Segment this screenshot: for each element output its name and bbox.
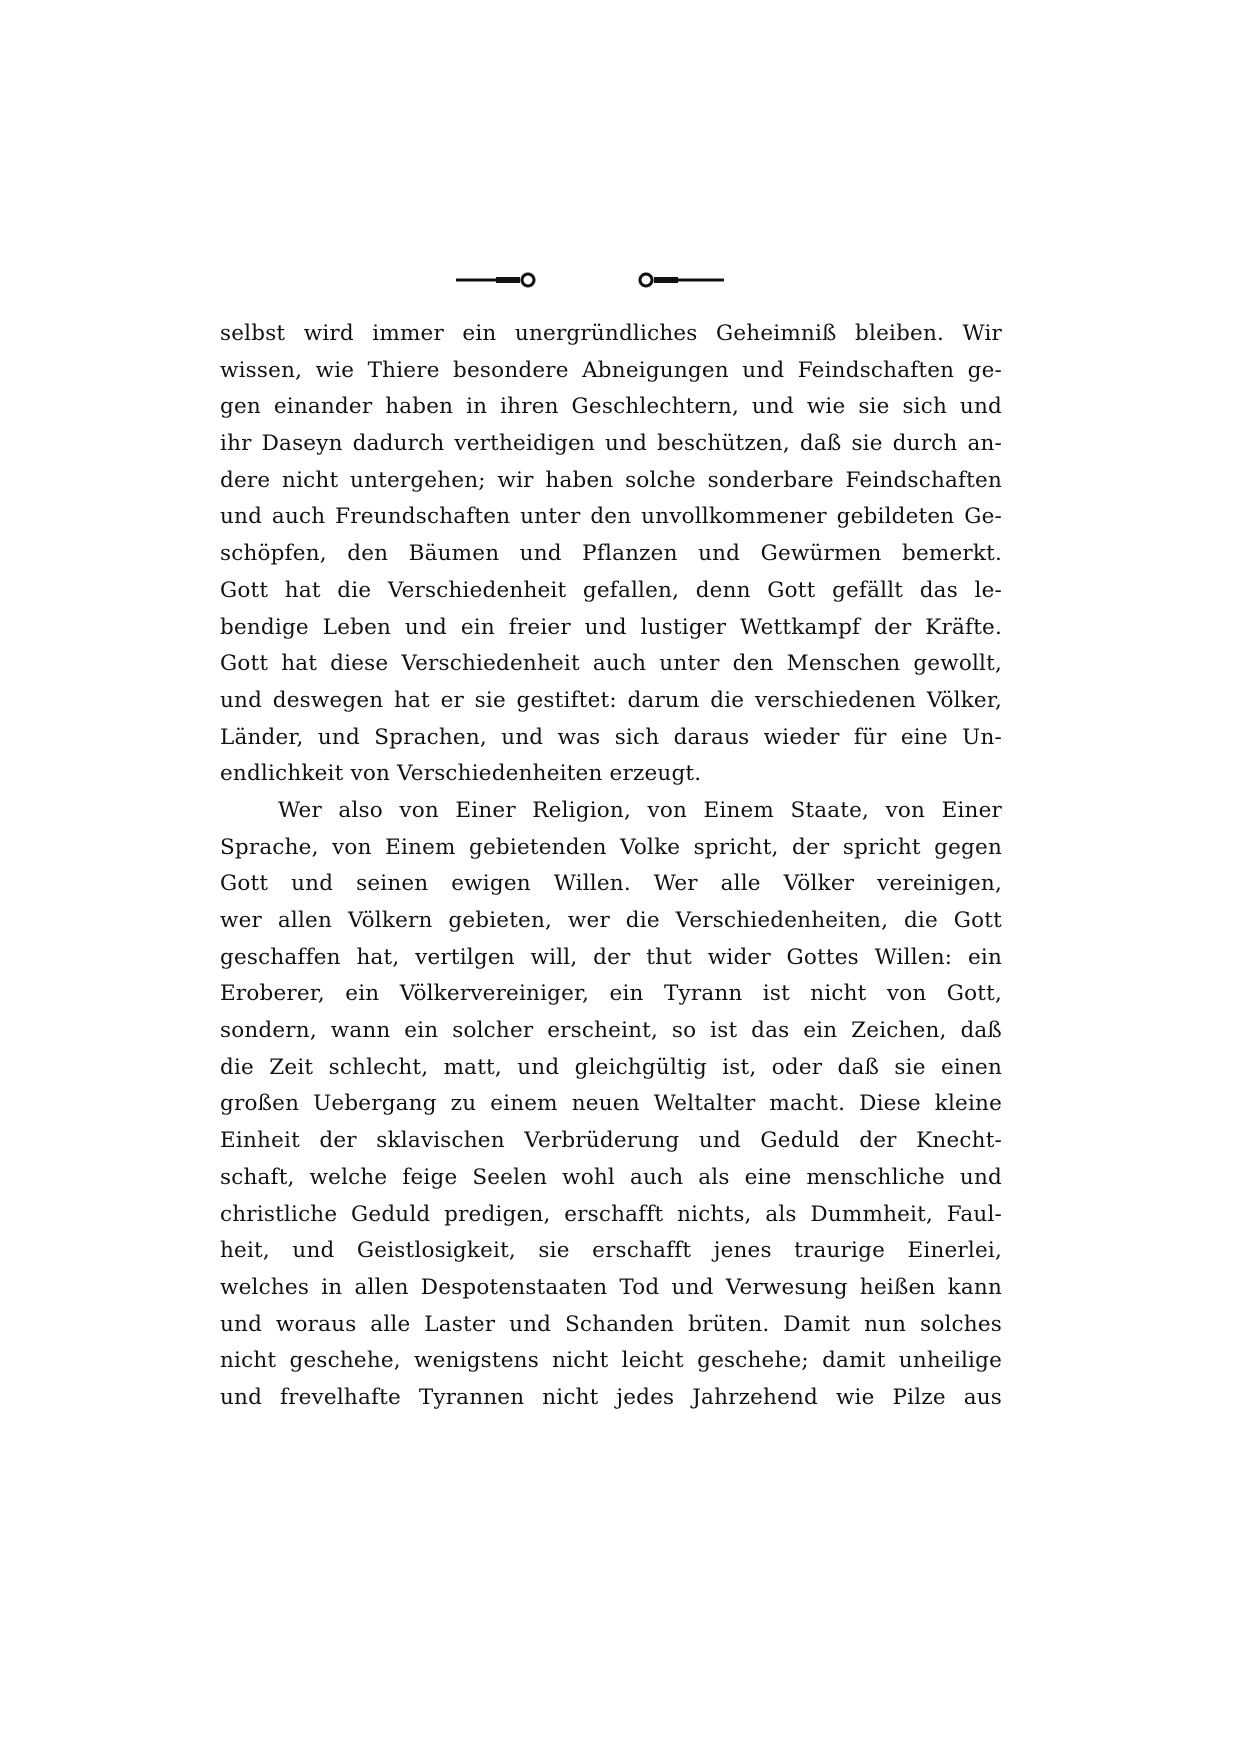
- paragraph-1: [220, 316, 1002, 793]
- text-line: Wer also von Einer Religion, von Einem Staate, von Einer: [278, 797, 1002, 823]
- text-line: ihr Daseyn dadurch vertheidigen und beschützen, daß sie durch an-: [220, 431, 1002, 457]
- text-line: selbst wird immer ein unergründliches Geheimniß bleiben. Wir: [220, 321, 1002, 346]
- text-line: Gott hat diese Verschiedenheit auch unter den Menschen gewollt,: [220, 651, 1002, 677]
- text-line: endlichkeit von Verschiedenheiten erzeugt.: [220, 761, 702, 787]
- text-line: wer allen Völkern gebieten, wer die Verschiedenheiten, die Gott: [220, 908, 1002, 933]
- text-line: und woraus alle Laster und Schanden brüten. Damit nun solches: [220, 1311, 1002, 1337]
- text-line: Sprache, von Einem gebietenden Volke spricht, der spricht gegen: [220, 834, 1002, 860]
- text-line: heit, und Geistlosigkeit, sie erschafft jenes traurige Einerlei,: [220, 1238, 1002, 1264]
- text-line: und deswegen hat er sie gestiftet: darum die verschiedenen Völker,: [220, 687, 1002, 713]
- text-line: gen einander haben in ihren Geschlechtern, und wie sie sich und: [220, 394, 1002, 420]
- text-line: wissen, wie Thiere besondere Abneigungen und Feindschaften ge-: [220, 357, 1002, 383]
- body-text: [220, 316, 1002, 1417]
- text-line: welches in allen Despotenstaaten Tod und Verwesung heißen kann: [220, 1274, 1002, 1300]
- text-line: großen Uebergang zu einem neuen Weltalter macht. Diese kleine: [220, 1091, 1002, 1117]
- text-line: und auch Freundschaften unter den unvollkommener gebildeten Ge-: [220, 504, 1002, 530]
- text-line: schaft, welche feige Seelen wohl auch als eine menschliche und: [220, 1164, 1002, 1190]
- text-line: dere nicht untergehen; wir haben solche sonderbare Feindschaften: [220, 467, 1002, 493]
- text-line: geschaffen hat, vertilgen will, der thut wider Gottes Willen: ein: [220, 944, 1002, 970]
- text-line: Gott hat die Verschiedenheit gefallen, denn Gott gefällt das le-: [220, 577, 1002, 603]
- ornament-left-bar: [496, 277, 520, 283]
- text-line: nicht geschehe, wenigstens nicht leicht geschehe; damit unheilige: [220, 1348, 1002, 1374]
- text-line: christliche Geduld predigen, erschafft nichts, als Dummheit, Faul-: [220, 1201, 1002, 1227]
- text-line: Gott und seinen ewigen Willen. Wer alle Völker vereinigen,: [220, 871, 1002, 897]
- paragraph-2: [220, 793, 1002, 1417]
- ornament-left-circle: [522, 274, 534, 286]
- text-line: Eroberer, ein Völkervereiniger, ein Tyrann ist nicht von Gott,: [220, 981, 1002, 1007]
- text-line: bendige Leben und ein freier und lustiger Wettkampf der Kräfte.: [220, 614, 1002, 640]
- ornament-right-circle: [640, 274, 652, 286]
- header-ornament: [456, 268, 756, 292]
- text-line: schöpfen, den Bäumen und Pflanzen und Gewürmen bemerkt.: [220, 541, 1002, 567]
- text-line: Einheit der sklavischen Verbrüderung und Geduld der Knecht-: [220, 1128, 1002, 1154]
- text-line: und frevelhafte Tyrannen nicht jedes Jahrzehend wie Pilze aus: [220, 1384, 1002, 1410]
- text-line: Länder, und Sprachen, und was sich daraus wieder für eine Un-: [220, 724, 1002, 750]
- ornament-right-bar: [654, 277, 678, 283]
- text-line: sondern, wann ein solcher erscheint, so ist das ein Zeichen, daß: [220, 1018, 1002, 1044]
- text-line: die Zeit schlecht, matt, und gleichgültig ist, oder daß sie einen: [220, 1054, 1002, 1080]
